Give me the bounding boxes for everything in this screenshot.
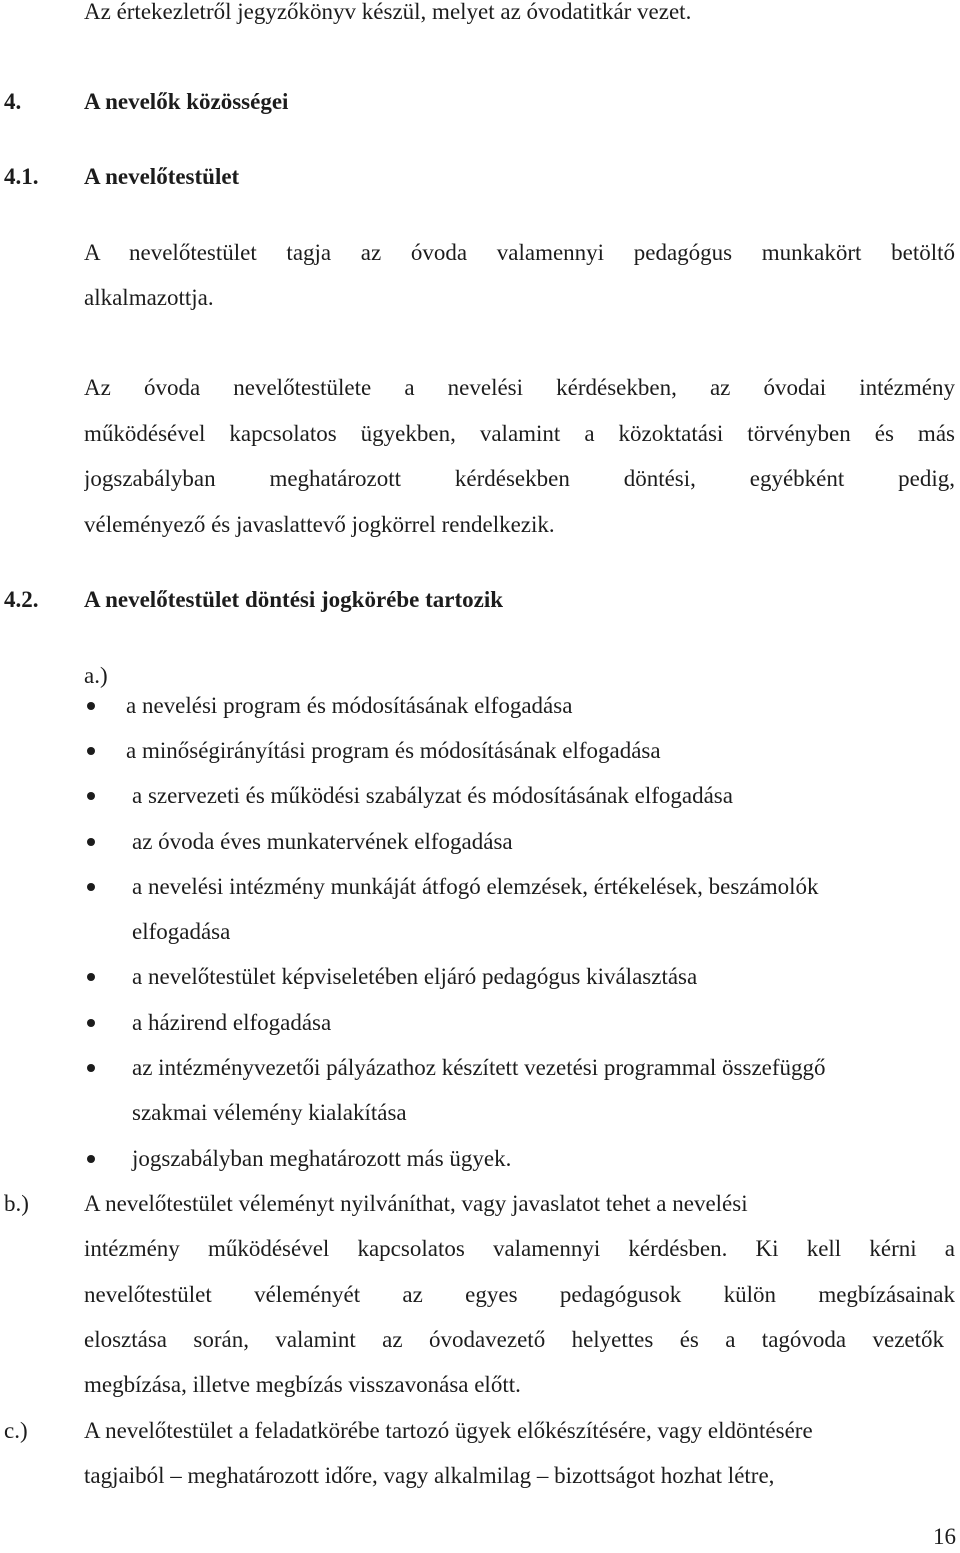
section-4-number: 4. [4,89,22,114]
section-4-title: A nevelők közösségei [84,89,289,114]
list-item: a nevelési program és módosításának elfogadása [126,693,573,718]
list-item: jogszabályban meghatározott más ügyek. [132,1146,512,1171]
item-c-line: A nevelőtestület a feladatkörébe tartozó ügyek előkészítésére, vagy eldöntésére [84,1418,813,1443]
list-item: a házirend elfogadása [132,1010,332,1035]
item-b-line: A nevelőtestület véleményt nyilváníthat, vagy javaslatot tehet a nevelési [84,1191,748,1216]
item-c-line: tagjaiból – meghatározott időre, vagy alkalmilag – bizottságot hozhat létre, [84,1463,775,1488]
section-42-number: 4.2. [4,587,39,612]
page-number: 16 [933,1524,956,1549]
item-b-label: b.) [4,1191,29,1216]
item-b-line: intézmény működésével kapcsolatos valamennyi kérdésben. Ki kell kérni a [84,1236,955,1261]
para1-line: A nevelőtestület tagja az óvoda valamennyi pedagógus munkakört betöltő [84,240,955,265]
list-item: a nevelőtestület képviseletében eljáró pedagógus kiválasztása [132,964,698,989]
bullet-icon [87,1155,95,1163]
list-item-continuation: szakmai vélemény kialakítása [132,1100,407,1125]
list-item: az intézményvezetői pályázathoz készített vezetési programmal összefüggő [132,1055,826,1080]
item-b-line: megbízása, illetve megbízás visszavonása előtt. [84,1372,521,1397]
bullet-icon [87,792,95,800]
bullet-icon [87,838,95,846]
para2-line: véleményező és javaslattevő jogkörrel rendelkezik. [84,512,555,537]
para2-line: Az óvoda nevelőtestülete a nevelési kérdésekben, az óvodai intézmény [84,375,955,400]
list-item: az óvoda éves munkatervének elfogadása [132,829,513,854]
bullet-icon [87,883,95,891]
bullet-icon [87,1019,95,1027]
list-a-label: a.) [84,663,108,688]
bullet-icon [87,1064,95,1072]
bullet-icon [87,702,95,710]
list-item: a szervezeti és működési szabályzat és módosításának elfogadása [132,783,733,808]
para2-line: működésével kapcsolatos ügyekben, valamint a közoktatási törvényben és más [84,421,955,446]
para1-line: alkalmazottja. [84,285,214,310]
bullet-icon [87,747,95,755]
section-42-title: A nevelőtestület döntési jogkörébe tartozik [84,587,504,612]
section-41-number: 4.1. [4,164,39,189]
item-b-line: elosztása során, valamint az óvodavezető helyettes és a tagóvoda vezetők [84,1327,944,1352]
section-41-title: A nevelőtestület [84,164,240,189]
bullet-icon [87,973,95,981]
intro-line: Az értekezletről jegyzőkönyv készül, melyet az óvodatitkár vezet. [84,0,692,24]
para2-line: jogszabályban meghatározott kérdésekben döntési, egyébként pedig, [84,466,955,491]
list-item-continuation: elfogadása [132,919,231,944]
item-c-label: c.) [4,1418,28,1443]
list-item: a nevelési intézmény munkáját átfogó elemzések, értékelések, beszámolók [132,874,819,899]
list-item: a minőségirányítási program és módosításának elfogadása [126,738,661,763]
item-b-line: nevelőtestület véleményét az egyes pedagógusok külön megbízásainak [84,1282,955,1307]
